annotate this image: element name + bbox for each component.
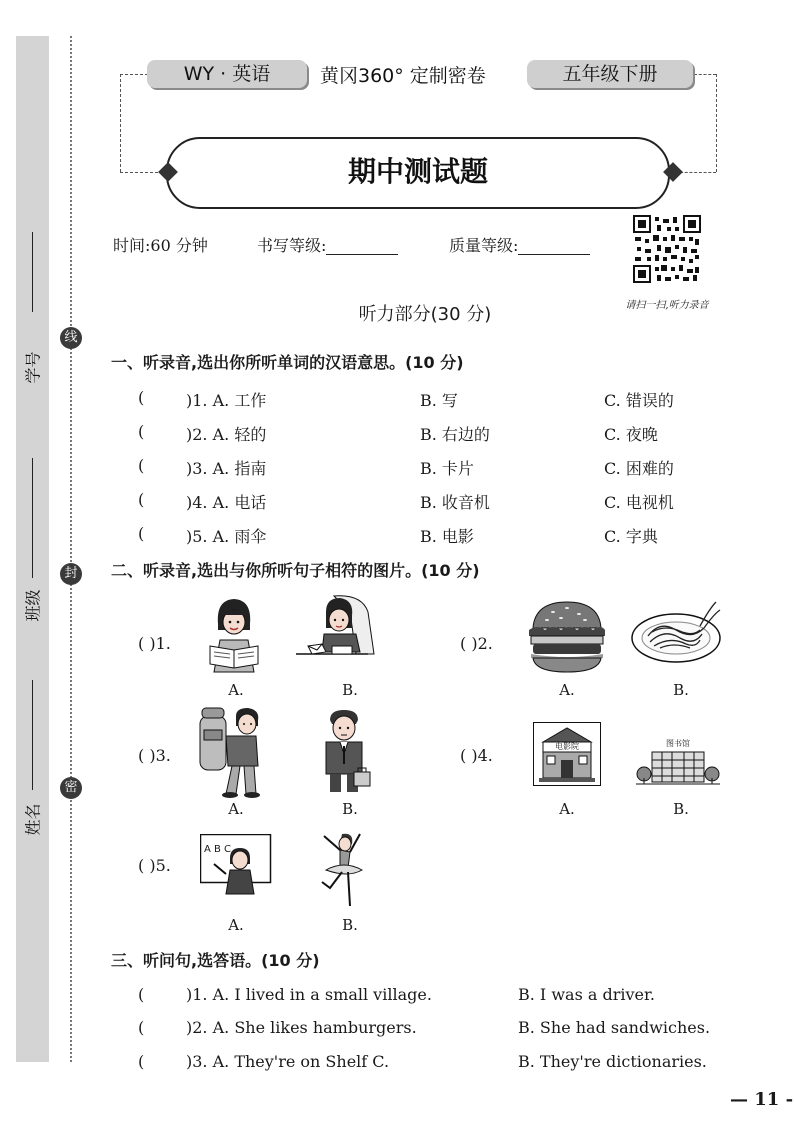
- option-b-label: B.: [342, 681, 358, 699]
- qr-caption: 请扫一扫,听力录音: [625, 300, 709, 311]
- section2-question-2[interactable]: ( )2.: [460, 634, 493, 653]
- writing-grade-blank: [326, 238, 398, 255]
- backpacker-picture[interactable]: [196, 706, 266, 798]
- header-dash-left: [120, 74, 148, 75]
- noodles-picture[interactable]: [630, 600, 722, 664]
- option-b-label: B.: [673, 800, 689, 818]
- option-c: C. 夜晚: [604, 425, 658, 444]
- option-a: )3. A. 指南: [186, 459, 267, 478]
- teacher-picture[interactable]: [200, 834, 272, 898]
- option-a-label: A.: [559, 800, 575, 818]
- option-b: B. She had sandwiches.: [518, 1018, 711, 1037]
- option-c: C. 电视机: [604, 493, 674, 512]
- cut-line: [70, 36, 72, 1062]
- option-b: B. 右边的: [420, 425, 490, 444]
- answer-paren[interactable]: (: [138, 422, 145, 441]
- subject-pill: WY · 英语: [147, 60, 307, 88]
- option-a: )3. A. They're on Shelf C.: [186, 1052, 390, 1071]
- option-a-label: A.: [228, 800, 244, 818]
- quality-grade-blank: [518, 238, 590, 255]
- option-b-label: B.: [342, 916, 358, 934]
- answer-paren[interactable]: (: [138, 985, 145, 1004]
- cinema-picture[interactable]: [533, 722, 601, 786]
- grade-pill: 五年级下册: [527, 60, 693, 88]
- hamburger-picture[interactable]: [527, 598, 607, 674]
- option-b: B. 电影: [420, 527, 474, 546]
- option-c: C. 错误的: [604, 391, 674, 410]
- header-dash-left-bottom: [120, 172, 158, 173]
- answer-paren[interactable]: (: [138, 456, 145, 475]
- student-no-blank: [32, 232, 33, 312]
- option-c: C. 困难的: [604, 459, 674, 478]
- dancer-picture[interactable]: [318, 830, 364, 910]
- option-a: )2. A. She likes hamburgers.: [186, 1018, 417, 1037]
- option-a: )5. A. 雨伞: [186, 527, 267, 546]
- girl-writing-picture[interactable]: [294, 594, 378, 664]
- answer-paren[interactable]: (: [138, 490, 145, 509]
- page-title: 期中测试题: [347, 155, 488, 188]
- option-b: B. 收音机: [420, 493, 490, 512]
- name-label: 姓名: [23, 803, 43, 836]
- seal-mark-seal: 封: [60, 563, 82, 585]
- header-dash-left-vert: [120, 74, 121, 172]
- option-a-label: A.: [228, 681, 244, 699]
- header-dash-right: [694, 74, 716, 75]
- option-b-label: B.: [673, 681, 689, 699]
- option-a-label: A.: [228, 916, 244, 934]
- answer-paren[interactable]: (: [138, 388, 145, 407]
- girl-reading-picture[interactable]: [204, 594, 264, 674]
- writing-grade-label: 书写等级:: [257, 236, 327, 255]
- section2-question-5[interactable]: ( )5.: [138, 856, 171, 875]
- writing-grade: [257, 233, 398, 256]
- businessman-picture[interactable]: [316, 708, 372, 796]
- quality-grade: [449, 233, 590, 256]
- library-sign: 图书馆: [666, 739, 690, 748]
- student-no-label: 学号: [23, 351, 43, 384]
- option-b: B. 写: [420, 391, 458, 410]
- section2-question-3[interactable]: ( )3.: [138, 746, 171, 765]
- option-a: )2. A. 轻的: [186, 425, 267, 444]
- cinema-sign: 电影院: [555, 742, 579, 751]
- qr-code[interactable]: [633, 215, 701, 283]
- option-a: )1. A. I lived in a small village.: [186, 985, 432, 1004]
- section1-heading: 一、听录音,选出你所听单词的汉语意思。(10 分): [111, 353, 464, 372]
- quality-grade-label: 质量等级:: [449, 236, 519, 255]
- option-b: B. I was a driver.: [518, 985, 655, 1004]
- page-number: — 11 -: [730, 1089, 794, 1110]
- answer-paren[interactable]: (: [138, 1052, 145, 1071]
- seal-mark-secret: 密: [60, 777, 82, 799]
- series-title: 黄冈360° 定制密卷: [320, 65, 486, 87]
- header-dash-right-bottom: [680, 172, 716, 173]
- answer-paren[interactable]: (: [138, 524, 145, 543]
- section2-question-4[interactable]: ( )4.: [460, 746, 493, 765]
- class-blank: [32, 458, 33, 578]
- class-label: 班级: [23, 589, 43, 622]
- option-a: )1. A. 工作: [186, 391, 267, 410]
- section2-heading: 二、听录音,选出与你所听句子相符的图片。(10 分): [111, 561, 480, 580]
- option-c: C. 字典: [604, 527, 658, 546]
- name-blank: [32, 680, 33, 790]
- option-b: B. They're dictionaries.: [518, 1052, 707, 1071]
- board-text: A B C: [204, 844, 232, 855]
- section3-heading: 三、听问句,选答语。(10 分): [111, 951, 320, 970]
- answer-paren[interactable]: (: [138, 1018, 145, 1037]
- header-dash-right-vert: [716, 74, 717, 172]
- option-b-label: B.: [342, 800, 358, 818]
- option-a: )4. A. 电话: [186, 493, 267, 512]
- option-b: B. 卡片: [420, 459, 474, 478]
- time-info: 时间:60 分钟: [113, 236, 208, 255]
- section2-question-1[interactable]: ( )1.: [138, 634, 171, 653]
- seal-mark-line: 线: [60, 327, 82, 349]
- library-picture[interactable]: [636, 738, 720, 788]
- option-a-label: A.: [559, 681, 575, 699]
- listening-part-title: 听力部分(30 分): [358, 304, 492, 325]
